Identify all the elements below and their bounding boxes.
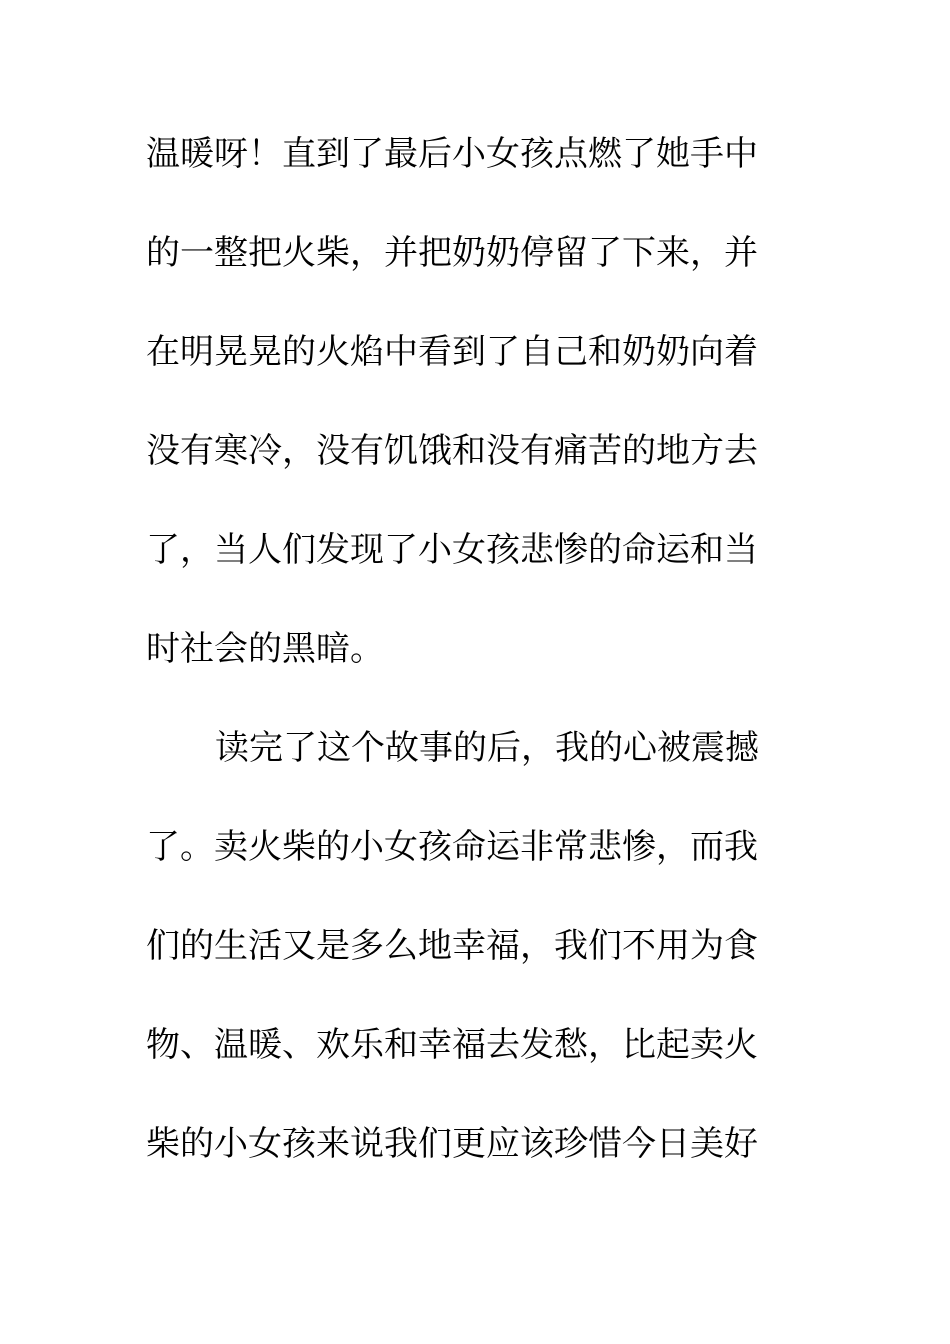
text-line-7: 读完了这个故事的后，我的心被震撼 [215, 728, 759, 768]
text-line-9: 们的生活又是多么地幸福，我们不用为食 [146, 926, 758, 966]
text-line-10: 物、温暖、欢乐和幸福去发愁，比起卖火 [146, 1025, 758, 1065]
text-line-3: 在明晃晃的火焰中看到了自己和奶奶向着 [146, 332, 758, 372]
text-line-8: 了。卖火柴的小女孩命运非常悲惨，而我 [146, 827, 758, 867]
text-line-6: 时社会的黑暗。 [146, 629, 384, 669]
text-line-2: 的一整把火柴，并把奶奶停留了下来，并 [146, 233, 758, 273]
text-line-4: 没有寒冷，没有饥饿和没有痛苦的地方去 [146, 431, 758, 471]
text-line-1: 温暖呀！直到了最后小女孩点燃了她手中 [146, 134, 758, 174]
text-line-11: 柴的小女孩来说我们更应该珍惜今日美好 [146, 1124, 758, 1164]
text-line-5: 了，当人们发现了小女孩悲惨的命运和当 [146, 530, 758, 570]
